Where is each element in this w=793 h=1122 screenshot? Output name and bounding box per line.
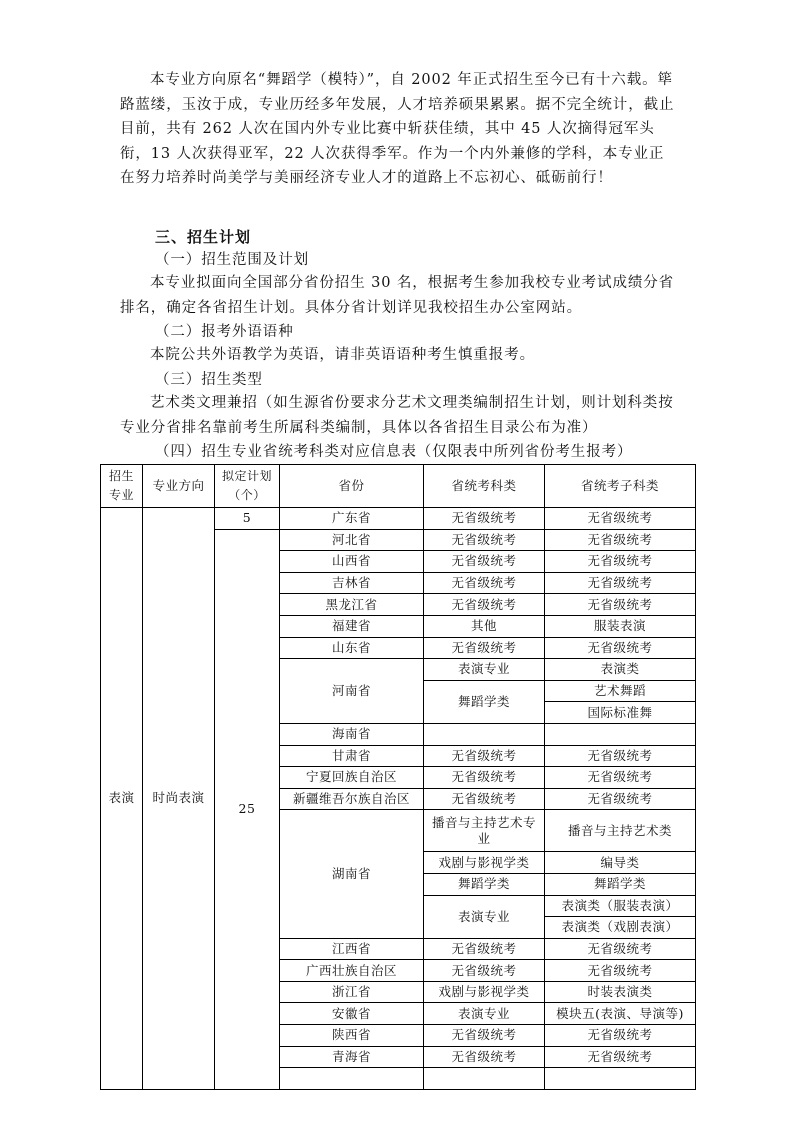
category-cell: 舞蹈学类 [424, 680, 545, 723]
province-cell: 新疆维吾尔族自治区 [280, 788, 424, 810]
category-cell [424, 1068, 545, 1090]
province-cell: 广东省 [280, 508, 424, 530]
paragraph-enrollment-scope: 本专业拟面向全国部分省份招生 30 名，根据考生参加我校专业考试成绩分省排名，确定各省招生计划。具体分省计划详见我校招生办公室网站。 [120, 275, 675, 316]
province-cell: 广西壮族自治区 [280, 960, 424, 982]
category-cell: 无省级统考 [424, 960, 545, 982]
subcategory-cell: 无省级统考 [545, 960, 696, 982]
header-province: 省份 [280, 465, 424, 508]
province-cell: 河南省 [280, 659, 424, 724]
category-cell: 戏剧与影视学类 [424, 852, 545, 874]
paragraph-foreign-language: 本院公共外语教学为英语，请非英语语种考生慎重报考。 [150, 347, 535, 363]
direction-cell: 时尚表演 [143, 508, 215, 1090]
header-category: 省统考科类 [424, 465, 545, 508]
subcategory-cell: 艺术舞蹈 [545, 680, 696, 702]
plan-cell: 25 [215, 529, 280, 1089]
category-cell: 表演专业 [424, 659, 545, 681]
province-cell: 宁夏回族自治区 [280, 767, 424, 789]
header-subcategory: 省统考子科类 [545, 465, 696, 508]
subcategory-cell: 播音与主持艺术类 [545, 810, 696, 852]
province-cell: 山东省 [280, 637, 424, 659]
category-cell: 无省级统考 [424, 745, 545, 767]
province-cell: 吉林省 [280, 572, 424, 594]
category-cell: 无省级统考 [424, 767, 545, 789]
table-row [101, 508, 696, 530]
subsection-title-2: （二）报考外语语种 [155, 324, 294, 340]
category-cell: 无省级统考 [424, 508, 545, 530]
subcategory-cell: 服装表演 [545, 615, 696, 637]
subcategory-cell: 编导类 [545, 852, 696, 874]
category-cell [424, 723, 545, 745]
category-cell: 无省级统考 [424, 938, 545, 960]
category-cell: 表演专业 [424, 895, 545, 938]
subcategory-cell: 无省级统考 [545, 1046, 696, 1068]
section-title: 三、招生计划 [155, 228, 252, 246]
subcategory-cell: 无省级统考 [545, 572, 696, 594]
header-direction: 专业方向 [143, 465, 215, 508]
subcategory-cell: 无省级统考 [545, 637, 696, 659]
province-cell: 黑龙江省 [280, 594, 424, 616]
subcategory-cell: 无省级统考 [545, 788, 696, 810]
province-cell: 山西省 [280, 551, 424, 573]
subcategory-cell: 表演类（戏剧表演） [545, 917, 696, 939]
subcategory-cell: 无省级统考 [545, 745, 696, 767]
province-cell: 甘肃省 [280, 745, 424, 767]
province-cell: 陕西省 [280, 1025, 424, 1047]
category-cell: 无省级统考 [424, 572, 545, 594]
province-cell: 河北省 [280, 529, 424, 551]
subcategory-cell: 无省级统考 [545, 529, 696, 551]
province-cell: 浙江省 [280, 981, 424, 1003]
category-cell: 其他 [424, 615, 545, 637]
subcategory-cell: 舞蹈学类 [545, 873, 696, 895]
province-cell: 福建省 [280, 615, 424, 637]
category-cell: 表演专业 [424, 1003, 545, 1025]
header-plan: 拟定计划（个） [215, 465, 280, 508]
province-cell: 青海省 [280, 1046, 424, 1068]
category-cell: 无省级统考 [424, 529, 545, 551]
subcategory-cell: 无省级统考 [545, 508, 696, 530]
subcategory-cell: 无省级统考 [545, 551, 696, 573]
category-cell: 无省级统考 [424, 788, 545, 810]
category-cell: 无省级统考 [424, 551, 545, 573]
subcategory-cell: 无省级统考 [545, 1025, 696, 1047]
subsection-title-3: （三）招生类型 [155, 372, 263, 388]
category-cell: 无省级统考 [424, 1046, 545, 1068]
category-cell: 戏剧与影视学类 [424, 981, 545, 1003]
category-cell: 无省级统考 [424, 637, 545, 659]
subcategory-cell: 国际标准舞 [545, 702, 696, 724]
subsection-title-4: （四）招生专业省统考科类对应信息表（仅限表中所列省份考生报考） [155, 444, 633, 460]
category-cell: 无省级统考 [424, 594, 545, 616]
subcategory-cell: 无省级统考 [545, 767, 696, 789]
category-cell: 播音与主持艺术专业 [424, 810, 545, 852]
paragraph-enrollment-type: 艺术类文理兼招（如生源省份要求分艺术文理类编制招生计划，则计划科类按专业分省排名靠前考生所属科类编制，具体以各省招生目录公布为准） [120, 395, 674, 436]
table-header-row [101, 465, 696, 508]
intro-paragraph: 本专业方向原名“舞蹈学（模特）”，自 2002 年正式招生至今已有十六载。筚路蓝缕，玉汝于成，专业历经多年发展，人才培养硕果累累。据不完全统计，截止目前，共有 262 人次在国内外专业比赛中斩获佳绩，其中 45 人次摘得冠军头衔，13 人次获得亚军，22 人次获得季军。作为一个内外兼修的学科，本专业正在努力培养时尚美学与美丽经济专业人才的道路上不忘初心、砥砺前行！ [120, 72, 675, 186]
subcategory-cell: 无省级统考 [545, 594, 696, 616]
province-cell [280, 1068, 424, 1090]
major-cell: 表演 [101, 508, 143, 1090]
subcategory-cell: 表演类 [545, 659, 696, 681]
category-cell: 无省级统考 [424, 1025, 545, 1047]
province-category-table [100, 464, 696, 1090]
province-cell: 海南省 [280, 723, 424, 745]
subcategory-cell [545, 723, 696, 745]
province-cell: 江西省 [280, 938, 424, 960]
subsection-title-1: （一）招生范围及计划 [155, 252, 309, 268]
province-cell: 湖南省 [280, 810, 424, 938]
plan-cell: 5 [215, 508, 280, 530]
header-major: 招生专业 [101, 465, 143, 508]
subcategory-cell: 时装表演类 [545, 981, 696, 1003]
subcategory-cell: 无省级统考 [545, 938, 696, 960]
subcategory-cell [545, 1068, 696, 1090]
province-cell: 安徽省 [280, 1003, 424, 1025]
subcategory-cell: 表演类（服装表演） [545, 895, 696, 917]
category-cell: 舞蹈学类 [424, 873, 545, 895]
subcategory-cell: 模块五(表演、导演等) [545, 1003, 696, 1025]
